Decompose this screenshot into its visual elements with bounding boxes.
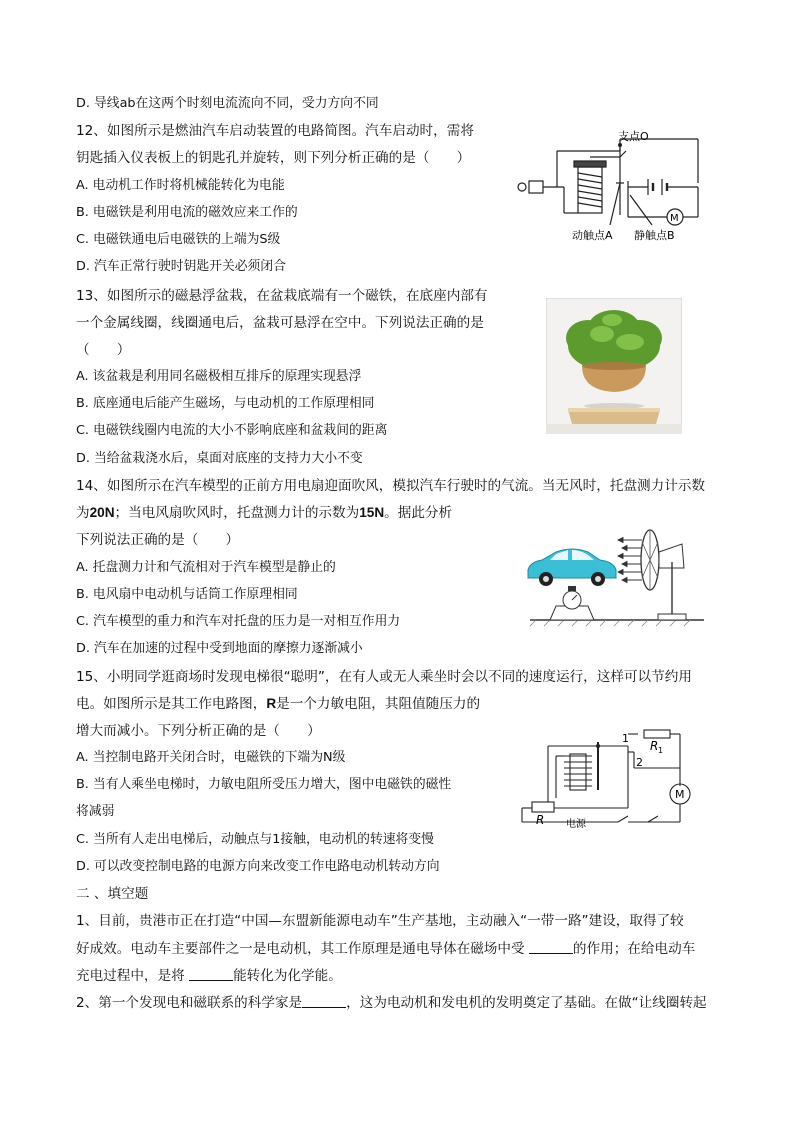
q12-starter-circuit-figure bbox=[512, 125, 708, 245]
q15-option-b-line1: B. 当有人乘坐电梯时，力敏电阻所受压力增大，图中电磁铁的磁性 bbox=[76, 777, 452, 792]
q13-option-d: D. 当给盆栽浇水后，桌面对底座的支持力大小不变 bbox=[76, 451, 363, 466]
q13-option-c: C. 电磁铁线圈内电流的大小不影响底座和盆栽间的距离 bbox=[76, 423, 388, 438]
q13-option-b: B. 底座通电后能产生磁场，与电动机的工作原理相同 bbox=[76, 396, 375, 411]
q12-option-a: A. 电动机工作时将机械能转化为电能 bbox=[76, 178, 285, 193]
fill1-line3 bbox=[76, 967, 342, 985]
q15-option-a: A. 当控制电路开关闭合时，电磁铁的下端为N级 bbox=[76, 750, 346, 765]
q12-stem-line2: 钥匙插入仪表板上的钥匙孔并旋转，则下列分析正确的是（ ） bbox=[76, 150, 471, 166]
fill2-line1-end: ，这为电动机和发电机的发明奠定了基础。在做“让线圈转起 bbox=[346, 995, 707, 1011]
q15-r1-label: R bbox=[650, 739, 659, 753]
q15-contact-1-label: 1 bbox=[622, 732, 629, 745]
fill1-line2 bbox=[76, 940, 695, 958]
q14-option-a: A. 托盘测力计和气流相对于汽车模型是静止的 bbox=[76, 560, 336, 575]
q12-contact-b-label: 静触点B bbox=[634, 229, 675, 242]
q12-stem-line1: 12、如图所示是燃油汽车启动装置的电路简图。汽车启动时，需将 bbox=[76, 123, 474, 139]
q12-option-d: D. 汽车正常行驶时钥匙开关必须闭合 bbox=[76, 259, 286, 274]
fill1-line2-end: 的作用；在给电动车 bbox=[572, 941, 696, 957]
q15-r1-subscript: 1 bbox=[658, 746, 664, 755]
q15-contact-2-label: 2 bbox=[636, 756, 643, 769]
q15-stem-line2 bbox=[76, 695, 480, 713]
q14-option-b: B. 电风扇中电动机与话筒工作原理相同 bbox=[76, 587, 298, 602]
q13-stem-line3: （ ） bbox=[76, 342, 131, 358]
q14-value-no-wind: 20N bbox=[89, 505, 115, 520]
q12-pivot-label: 支点O bbox=[618, 130, 649, 143]
fill1-blank-2[interactable] bbox=[189, 968, 233, 981]
section2-title: 二 、填空题 bbox=[76, 886, 149, 902]
q14-stem-line2-start: 为 bbox=[76, 505, 90, 521]
q14-stem-line3: 下列说法正确的是（ ） bbox=[76, 532, 240, 548]
q15-stem-line3: 增大而减小。下列分析正确的是（ ） bbox=[76, 723, 321, 739]
q14-stem-line2-end: 。据此分析 bbox=[384, 505, 453, 521]
q13-option-a: A. 该盆栽是利用同名磁极相互排斥的原理实现悬浮 bbox=[76, 369, 362, 384]
q14-option-d: D. 汽车在加速的过程中受到地面的摩擦力逐渐减小 bbox=[76, 641, 363, 656]
fill1-line2-start: 好成效。电动车主要部件之一是电动机，其工作原理是通电导体在磁场中受 bbox=[76, 941, 529, 957]
key-icon bbox=[518, 183, 526, 191]
fill1-line1: 1、目前，贵港市正在打造“中国—东盟新能源电动车”生产基地，主动融入“一带一路”建设，取得了较 bbox=[76, 913, 684, 929]
fill2-line1 bbox=[76, 994, 707, 1012]
q14-value-wind: 15N bbox=[359, 505, 385, 520]
fill2-blank-1[interactable] bbox=[302, 995, 346, 1008]
fill1-blank-1[interactable] bbox=[529, 941, 573, 954]
q15-power-label: 电源 bbox=[566, 819, 586, 830]
q13-maglev-bonsai-photo bbox=[546, 298, 682, 434]
q13-stem-line1: 13、如图所示的磁悬浮盆栽，在盆栽底端有一个磁铁，在底座内部有 bbox=[76, 288, 488, 304]
q12-option-c: C. 电磁铁通电后电磁铁的上端为S级 bbox=[76, 232, 281, 247]
q14-stem-line1: 14、如图所示在汽车模型的正前方用电扇迎面吹风，模拟汽车行驶时的气流。当无风时，托盘测力计示数 bbox=[76, 478, 706, 494]
fill1-line3-start: 充电过程中，是将 bbox=[76, 968, 190, 984]
q14-stem-line2 bbox=[76, 504, 452, 522]
q12-motor-label: M bbox=[670, 213, 679, 224]
q14-car-fan-figure bbox=[522, 522, 712, 630]
fill1-line3-end: 能转化为化学能。 bbox=[233, 968, 342, 984]
q15-option-b-line2: 将减弱 bbox=[76, 804, 115, 819]
q15-option-d: D. 可以改变控制电路的电源方向来改变工作电路电动机转动方向 bbox=[76, 859, 440, 874]
q11-option-d: D. 导线ab在这两个时刻电流流向不同，受力方向不同 bbox=[76, 96, 379, 111]
fill2-line1-start: 2、第一个发现电和磁联系的科学家是 bbox=[76, 995, 303, 1011]
q15-stem-line2-start: 电。如图所示是其工作电路图， bbox=[76, 696, 267, 712]
q15-option-c: C. 当所有人走出电梯后，动触点与1接触，电动机的转速将变慢 bbox=[76, 832, 434, 847]
q15-r-label: R bbox=[536, 813, 545, 827]
q15-elevator-circuit-figure bbox=[518, 726, 708, 830]
q12-contact-a-label: 动触点A bbox=[572, 229, 613, 242]
q12-option-b: B. 电磁铁是利用电流的磁效应来工作的 bbox=[76, 205, 298, 220]
q14-stem-line2-mid: ；当电风扇吹风时，托盘测力计的示数为 bbox=[114, 505, 360, 521]
q15-motor-label: M bbox=[675, 788, 685, 801]
q15-stem-line1: 15、小明同学逛商场时发现电梯很“聪明”，在有人或无人乘坐时会以不同的速度运行，这样可以节约用 bbox=[76, 669, 692, 685]
q15-resistor-symbol: R bbox=[266, 696, 277, 711]
q15-stem-line2-end: 是一个力敏电阻，其阻值随压力的 bbox=[276, 696, 481, 712]
q13-stem-line2: 一个金属线圈，线圈通电后，盆栽可悬浮在空中。下列说法正确的是 bbox=[76, 315, 484, 331]
q14-option-c: C. 汽车模型的重力和汽车对托盘的压力是一对相互作用力 bbox=[76, 614, 401, 629]
